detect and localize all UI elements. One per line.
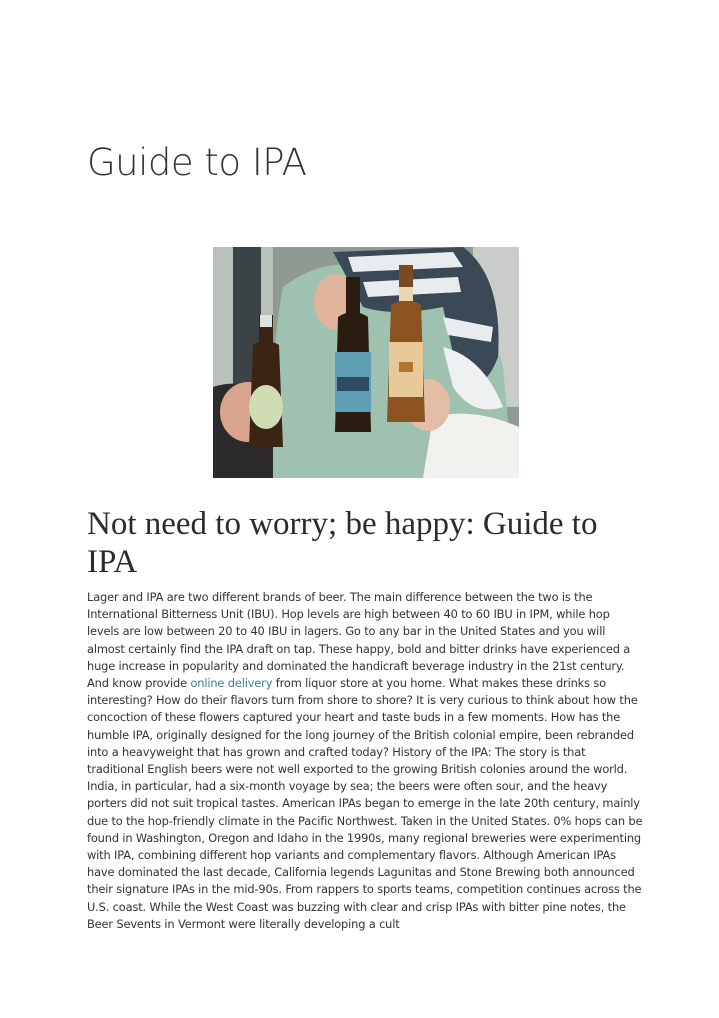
online-delivery-link[interactable]: online delivery	[190, 676, 273, 691]
paragraph-text-after-link: from liquor store at you home. What makes these drinks so interesting? How do their flavors turn from shore to shore? It is very curious to think about how the concoction of these flowers captured your heart and taste buds in a few moments. How has the humble IPA, originally designed for the long journey of the British colonial empire, been rebranded into a heavyweight that has grown and crafted today? History of the IPA: The story is that traditional English beers were not well exported to the growing British colonies around the world. India, in particular, had a six-month voyage by sea; the beers were often sour, and the heavy porters did not suit tropical tastes. American IPAs began to emerge in the late 20th century, mainly due to the hop-friendly climate in the Pacific Northwest. Taken in the United States. 0% hops can be found in Washington, Oregon and Idaho in the 1990s, many regional breweries were experimenting with IPA, combining different hop variants and complementary flavors. Although American IPAs have dominated the last decade, California legends Lagunitas and Stone Brewing both announced their signature IPAs in the mid-90s. From rappers to sports teams, competition continues across the U.S. coast. While the West Coast was buzzing with clear and crisp IPAs with bitter pine notes, the Beer Sevents in Vermont were literally developing a cult	[87, 676, 643, 931]
beer-bottles-photo	[213, 247, 519, 478]
section-heading: Not need to worry; be happy: Guide to IPA	[87, 506, 598, 580]
paragraph-text-before-link: Lager and IPA are two different brands of beer. The main difference between the two is the International Bitterness Unit (IBU). Hop levels are high between 40 to 60 IBU in IPM, while hop levels are low between 20 to 40 IBU in lagers. Go to any bar in the United States and you will almost certainly find the IPA draft on tap. These happy, bold and bitter drinks have experienced a huge increase in popularity and dominated the handicraft beverage industry in the 21st century. And know provide	[87, 590, 631, 691]
hero-image	[213, 247, 519, 478]
document-title: Guide to IPA	[87, 141, 307, 184]
body-paragraph	[87, 589, 643, 933]
